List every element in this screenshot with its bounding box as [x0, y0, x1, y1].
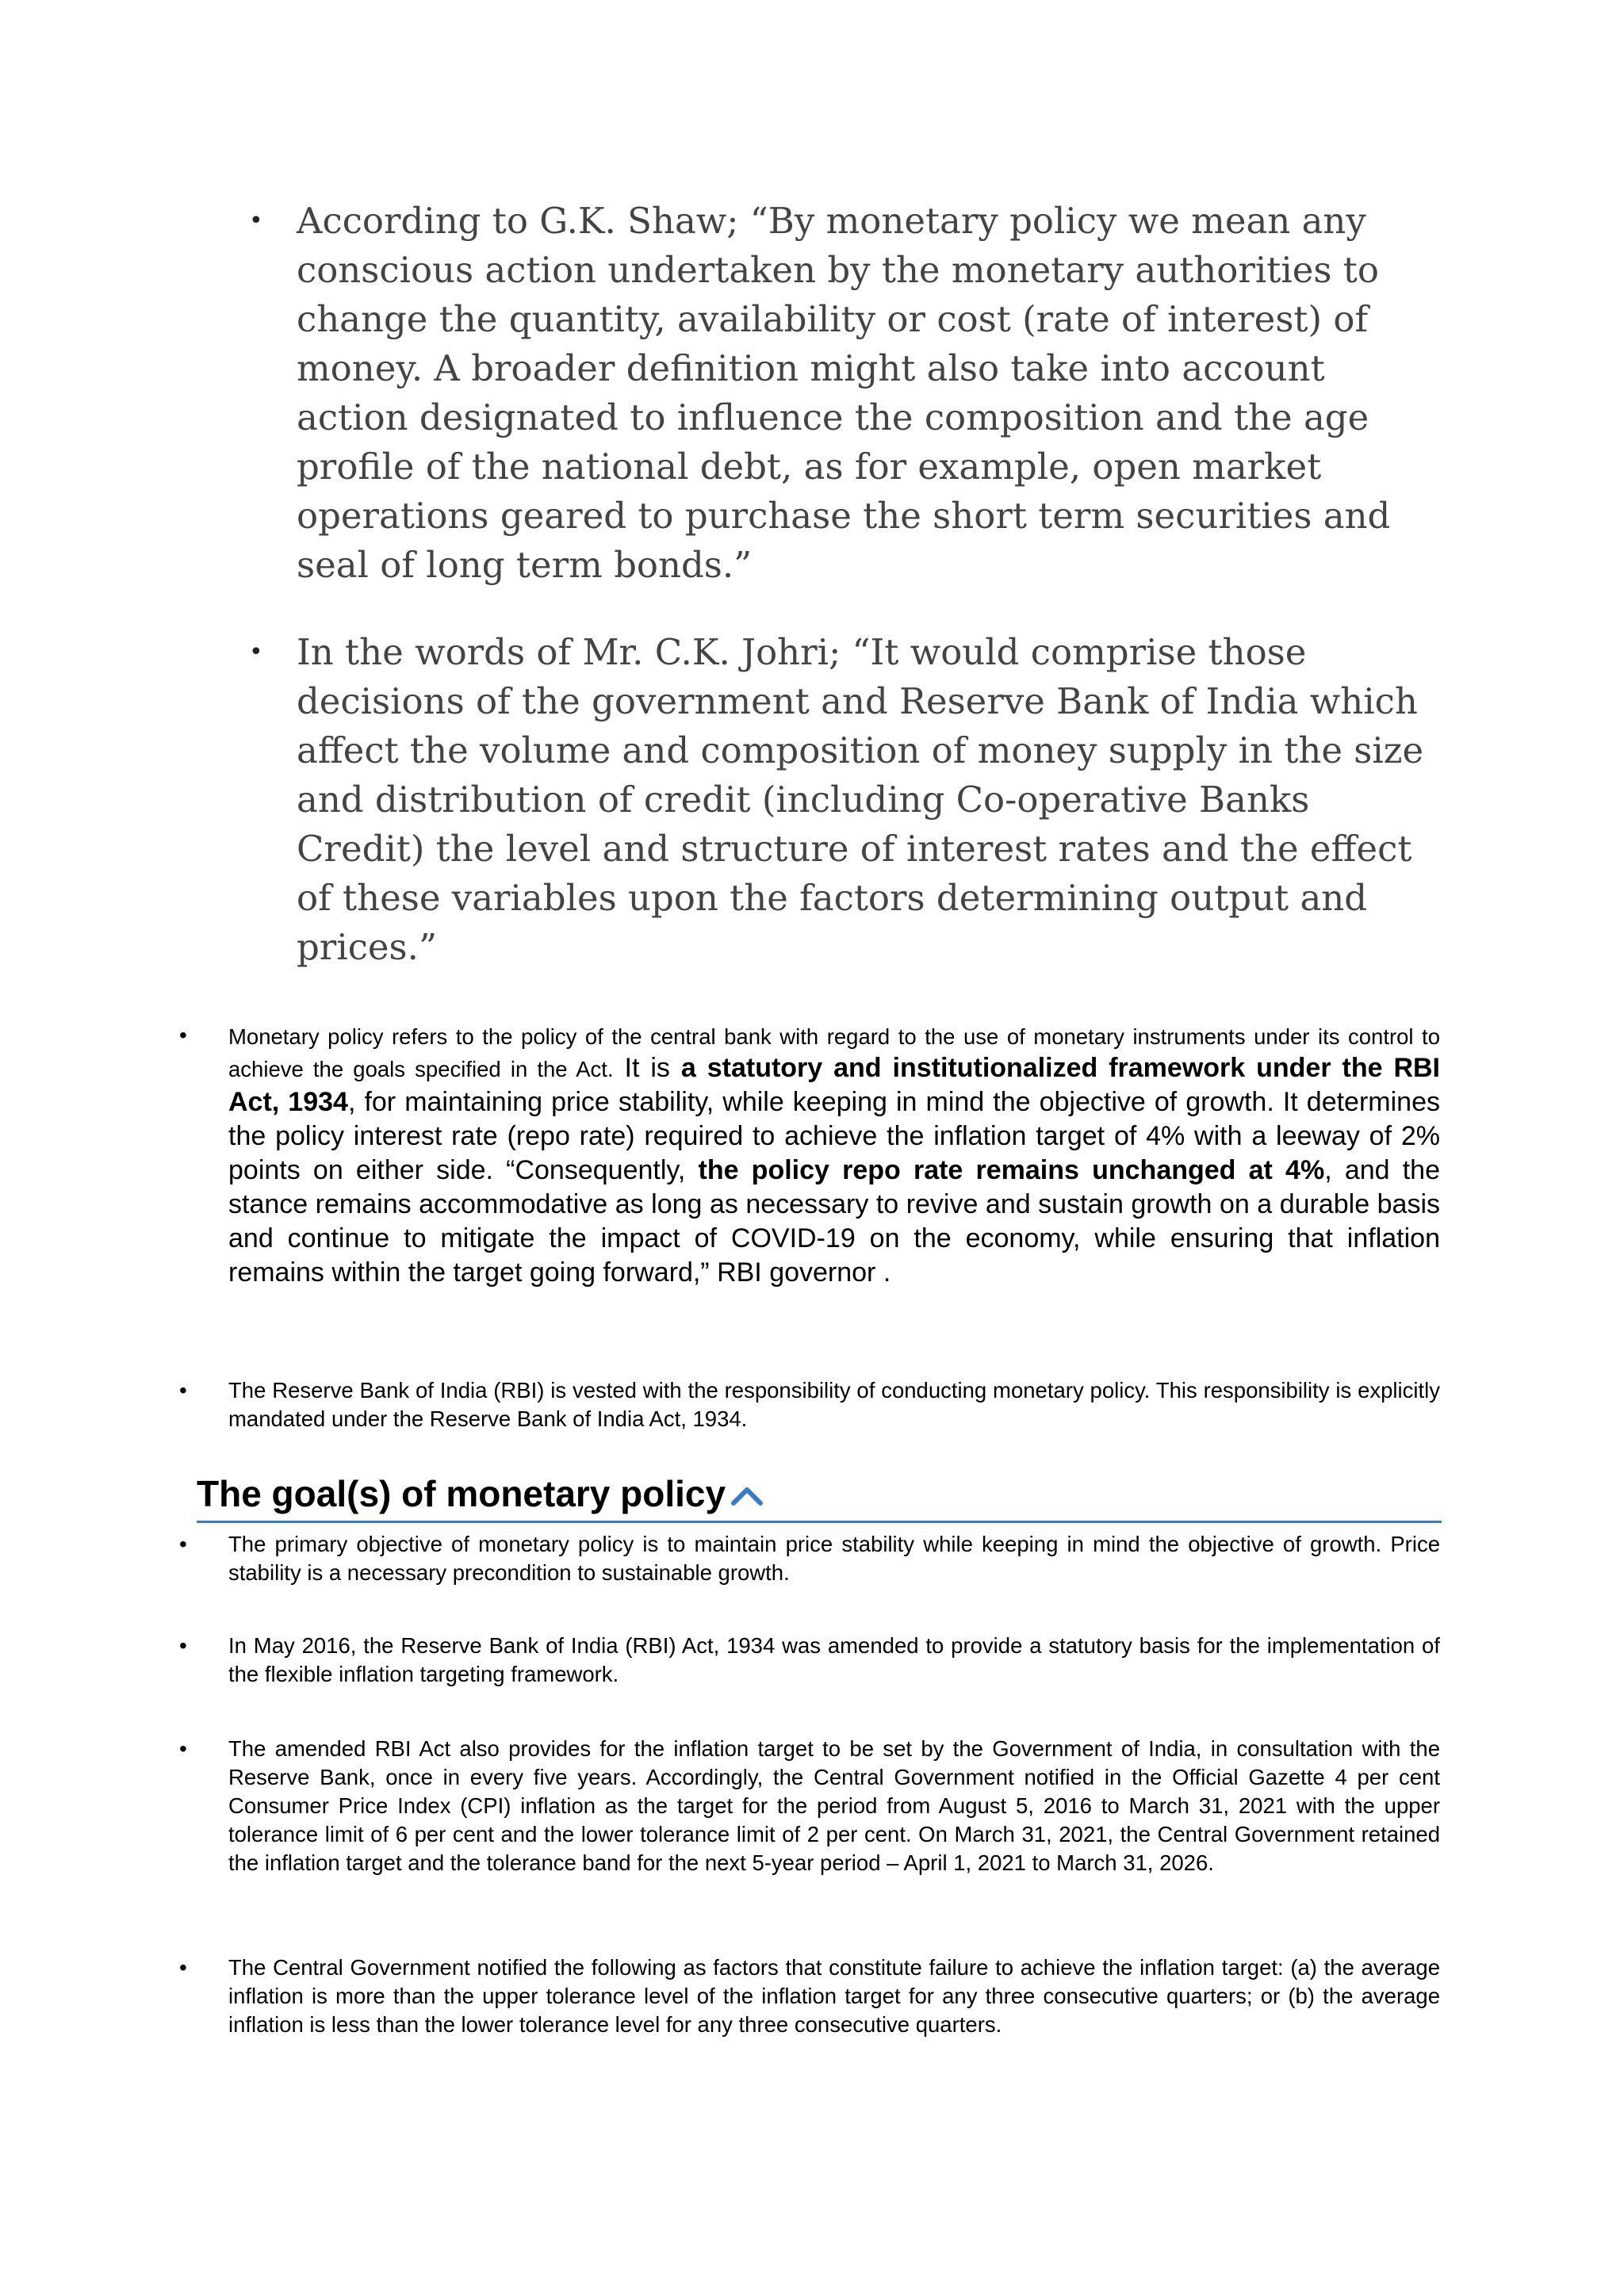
definition-bold-framework: a statutory and institutionalized framework under the RBI Act, 1934 [228, 1053, 1441, 1117]
goal-text: The Central Government notified the following as factors that constitute failure to achieve the inflation target: (a) the average inflation is more than the upper tolerance level of the inflation target for any three consecutive quarters; or (b) the average inflation is less than the lower tolerance level for any three consecutive quarters. [228, 1955, 1440, 2037]
goal-item [176, 1530, 1440, 1587]
bullet-icon: • [249, 638, 263, 666]
bullet-icon: • [179, 1023, 187, 1047]
definition-text: , for maintaining price stability, while keeping in mind the objective of growth. It determines the policy interest rate (repo rate) required to achieve the inflation target of 4% with a leeway of 2% points on either side. “Consequently, [228, 1087, 1440, 1185]
monetary-policy-definition [176, 1023, 1440, 1290]
definition-text-end: , and the stance remains accommodative as long as necessary to revive and sustain growth on a durable basis and continue to mitigate the impact of COVID-19 on the economy, while ensuring that inflation remains within the target going forward,” RBI governor . [228, 1155, 1440, 1288]
definition-bold-repo: the policy repo rate remains unchanged at 4% [698, 1155, 1325, 1185]
quote-text: In the words of Mr. C.K. Johri; “It would comprise those decisions of the government and Reserve Bank of India which affect the volume and composition of money supply in the size and distribution of credit (including Co-operative Banks Credit) the level and structure of interest rates and the effect of these variables upon the factors determining output and prices.” [297, 631, 1424, 968]
chevron-up-icon[interactable] [730, 1471, 764, 1516]
bullet-icon: • [179, 1633, 187, 1658]
bullet-icon: • [179, 1736, 187, 1761]
quote-shaw [238, 197, 1443, 590]
quote-johri [238, 628, 1443, 972]
heading-text: The goal(s) of monetary policy [197, 1473, 726, 1514]
bullet-icon: • [179, 1955, 187, 1980]
quote-list [238, 197, 1443, 972]
goal-item [176, 1954, 1440, 2039]
goal-item [176, 1735, 1440, 1877]
quote-text: According to G.K. Shaw; “By monetary policy we mean any conscious action undertaken by the monetary authorities to change the quantity, availability or cost (rate of interest) of money. A broader definition might also take into account action designated to influence the composition and the age profile of the national debt, as for example, open market operations geared to purchase the short term securities and seal of long term bonds.” [297, 200, 1391, 586]
bullet-icon: • [179, 1378, 187, 1402]
goal-item [176, 1632, 1440, 1689]
definition-intro: Monetary policy refers to the policy of the central bank with regard to the use of monetary instruments under its control to achieve the goals specified in the Act. [228, 1024, 1440, 1081]
section-heading-goals [197, 1471, 1442, 1523]
rbi-responsibility-text: The Reserve Bank of India (RBI) is vested with the responsibility of conducting monetary policy. This responsibility is explicitly mandated under the Reserve Bank of India Act, 1934. [228, 1378, 1440, 1431]
definition-it-is: It is [613, 1053, 681, 1083]
goal-text: The amended RBI Act also provides for the inflation target to be set by the Government of India, in consultation with the Reserve Bank, once in every five years. Accordingly, the Central Government notified in the Official Gazette 4 per cent Consumer Price Index (CPI) inflation as the target for the period from August 5, 2016 to March 31, 2021 with the upper tolerance limit of 6 per cent and the lower tolerance limit of 2 per cent. On March 31, 2021, the Central Government retained the inflation target and the tolerance band for the next 5-year period – April 1, 2021 to March 31, 2026. [228, 1736, 1440, 1875]
goal-text: In May 2016, the Reserve Bank of India (RBI) Act, 1934 was amended to provide a statutory basis for the implementation of the flexible inflation targeting framework. [228, 1633, 1440, 1686]
bullet-icon: • [249, 207, 263, 235]
rbi-responsibility [176, 1376, 1440, 1433]
bullet-icon: • [179, 1532, 187, 1556]
goal-text: The primary objective of monetary policy is to maintain price stability while keeping in mind the objective of growth. Price stability is a necessary precondition to sustainable growth. [228, 1532, 1440, 1585]
